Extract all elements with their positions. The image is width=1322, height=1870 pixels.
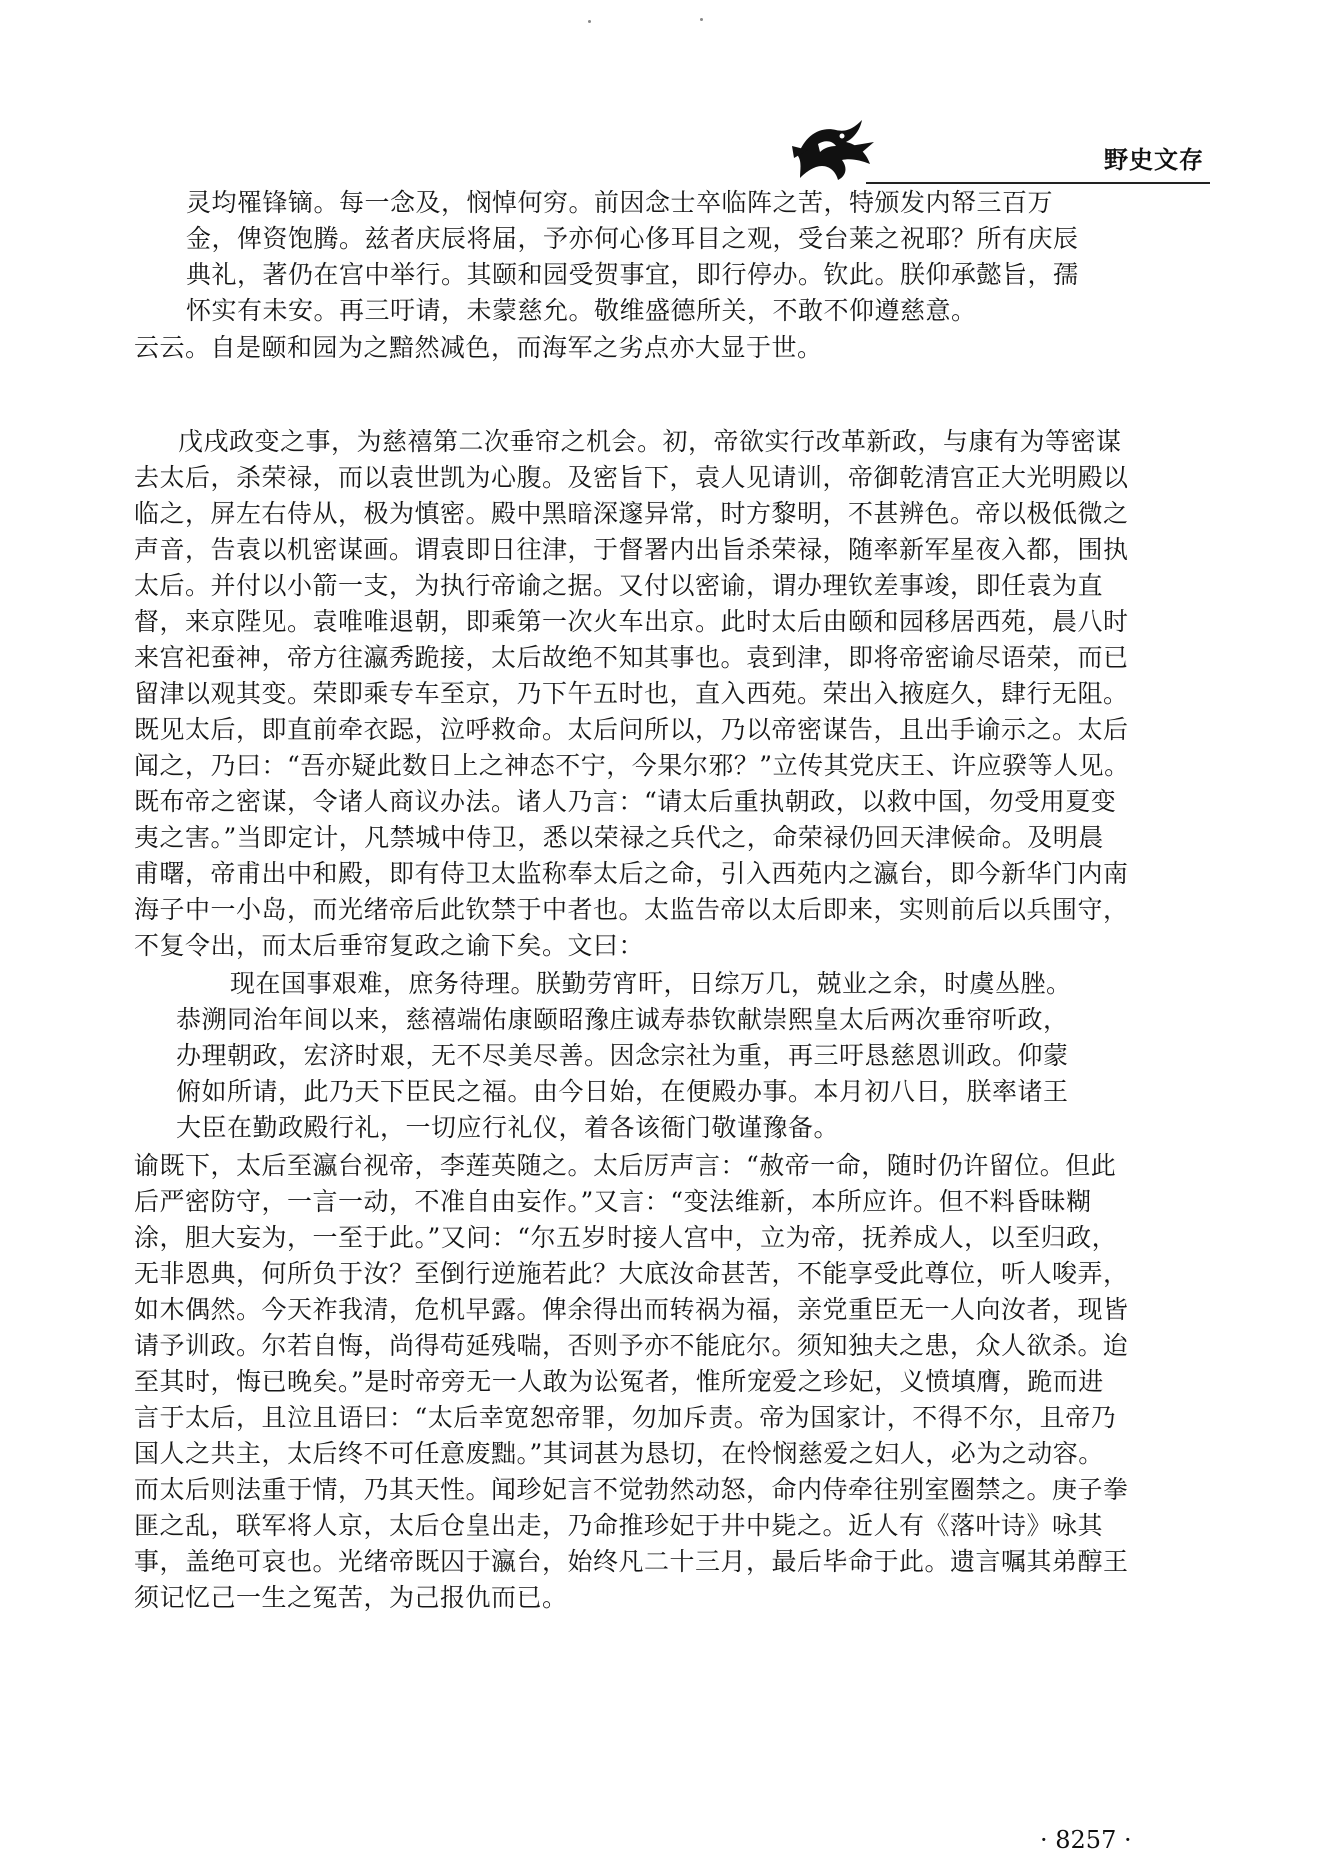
text-line: 督，来京陛见。袁唯唯退朝，即乘第一次火车出京。此时太后由颐和园移居西苑，晨八时: [134, 607, 1129, 636]
text-line: 如木偶然。今天祚我清，危机早露。俾余得出而转祸为福，亲党重臣无一人向汝者，现皆: [134, 1295, 1129, 1324]
text-line: 须记忆己一生之冤苦，为己报仇而已。: [134, 1583, 568, 1612]
text-line: 戊戌政变之事，为慈禧第二次垂帘之机会。初，帝欲实行改革新政，与康有为等密谋: [178, 427, 1122, 456]
text-line: 国人之共主，太后终不可任意废黜。”其词甚为恳切，在怜悯慈爱之妇人，必为之动容。: [134, 1439, 1104, 1468]
header-title: 野史文存: [1104, 146, 1204, 174]
scan-speck: [700, 18, 703, 21]
text-line: 言于太后，且泣且语曰：“太后幸宽恕帝罪，勿加斥责。帝为国家计，不得不尔，且帝乃: [134, 1403, 1117, 1432]
text-line: 闻之，乃曰：“吾亦疑此数日上之神态不宁，今果尔邪？”立传其党庆王、许应骙等人见。: [134, 751, 1130, 780]
text-line: 声音，告袁以机密谋画。谓袁即日往津，于督署内出旨杀荣禄，随率新军星夜入都，围执: [134, 535, 1129, 564]
text-line: 不复令出，而太后垂帘复政之谕下矣。文曰：: [134, 931, 645, 960]
text-line: 后严密防守，一言一动，不准自由妄作。”又言：“变法维新，本所应许。但不料昏昧糊: [134, 1187, 1092, 1216]
text-line: 至其时，悔已晚矣。”是时帝旁无一人敢为讼冤者，惟所宠爱之珍妃，义愤填膺，跪而进: [134, 1367, 1104, 1396]
text-line: 留津以观其变。荣即乘专车至京，乃下午五时也，直入西苑。荣出入掖庭久，肆行无阻。: [134, 679, 1129, 708]
text-line: 匪之乱，联军将人京，太后仓皇出走，乃命推珍妃于井中毙之。近人有《落叶诗》咏其: [134, 1511, 1104, 1540]
text-line: 请予训政。尔若自悔，尚得苟延残喘，否则予亦不能庇尔。须知独夫之患，众人欲杀。迨: [134, 1331, 1129, 1360]
text-line: 甫曙，帝甫出中和殿，即有侍卫太监称奉太后之命，引入西苑内之瀛台，即今新华门内南: [134, 859, 1129, 888]
text-line: 太后。并付以小箭一支，为执行帝谕之据。又付以密谕，谓办理钦差事竣，即任袁为直: [134, 571, 1104, 600]
text-line: 无非恩典，何所负于汝？至倒行逆施若此？大底汝命甚苦，不能享受此尊位，听人唆弄，: [134, 1259, 1129, 1288]
scan-speck: [588, 20, 591, 23]
page-number: · 8257 ·: [1040, 1826, 1132, 1854]
text-line: 灵均罹锋镝。每一念及，悯悼何穷。前因念士卒临阵之苦，特颁发内帑三百万: [186, 188, 1054, 217]
quoted-edict-line: 俯如所请，此乃天下臣民之福。由今日始，在便殿办事。本月初八日，朕率诸王: [176, 1077, 1069, 1106]
running-header: [770, 110, 1210, 190]
header-rule: [866, 182, 1210, 184]
quoted-edict-line: 恭溯同治年间以来，慈禧端佑康颐昭豫庄诚寿恭钦献崇熙皇太后两次垂帘听政，: [176, 1005, 1069, 1034]
quoted-edict-line: 办理朝政，宏济时艰，无不尽美尽善。因念宗社为重，再三吁恳慈恩训政。仰蒙: [176, 1041, 1069, 1070]
text-line: 涂，胆大妄为，一至于此。”又问：“尔五岁时接人宫中，立为帝，抚养成人，以至归政，: [134, 1223, 1118, 1252]
text-line: 而太后则法重于情，乃其天性。闻珍妃言不觉勃然动怒，命内侍牵往别室圈禁之。庚子拳: [134, 1475, 1129, 1504]
text-line: 去太后，杀荣禄，而以袁世凯为心腹。及密旨下，袁人见请训，帝御乾清宫正大光明殿以: [134, 463, 1129, 492]
text-line: 谕既下，太后至瀛台视帝，李莲英随之。太后厉声言：“赦帝一命，随时仍许留位。但此: [134, 1151, 1117, 1180]
text-line: 既见太后，即直前牵衣跽，泣呼救命。太后问所以，乃以帝密谋告，且出手谕示之。太后: [134, 715, 1129, 744]
text-line: 来宫祀蚕神，帝方往瀛秀跪接，太后故绝不知其事也。袁到津，即将帝密谕尽语荣，而已: [134, 643, 1129, 672]
dragon-emblem-icon: [790, 116, 876, 182]
text-line: 典礼，著仍在宫中举行。其颐和园受贺事宜，即行停办。钦此。朕仰承懿旨，孺: [186, 260, 1079, 289]
quoted-edict-line: 现在国事艰难，庶务待理。朕勤劳宵旰，日综万几，兢业之余，时虞丛脞。: [230, 969, 1072, 998]
text-line: 既布帝之密谋，令诸人商议办法。诸人乃言：“请太后重执朝政，以救中国，勿受用夏变: [134, 787, 1117, 816]
text-line: 金，俾资饱腾。兹者庆辰将届，予亦何心侈耳目之观，受台莱之祝耶？所有庆辰: [186, 224, 1079, 253]
text-line: 临之，屏左右侍从，极为慎密。殿中黑暗深邃异常，时方黎明，不甚辨色。帝以极低微之: [134, 499, 1129, 528]
quoted-edict-line: 大臣在勤政殿行礼，一切应行礼仪，着各该衙门敬谨豫备。: [176, 1113, 840, 1142]
text-line: 夷之害。”当即定计，凡禁城中侍卫，悉以荣禄之兵代之，命荣禄仍回天津候命。及明晨: [134, 823, 1104, 852]
text-line: 海子中一小岛，而光绪帝后此钦禁于中者也。太监告帝以太后即来，实则前后以兵围守，: [134, 895, 1129, 924]
text-line: 云云。自是颐和园为之黯然减色，而海军之劣点亦大显于世。: [134, 333, 823, 362]
text-line: 怀实有未安。再三吁请，未蒙慈允。敬维盛德所关，不敢不仰遵慈意。: [186, 296, 977, 325]
text-line: 事，盖绝可哀也。光绪帝既囚于瀛台，始终凡二十三月，最后毕命于此。遗言嘱其弟醇王: [134, 1547, 1129, 1576]
